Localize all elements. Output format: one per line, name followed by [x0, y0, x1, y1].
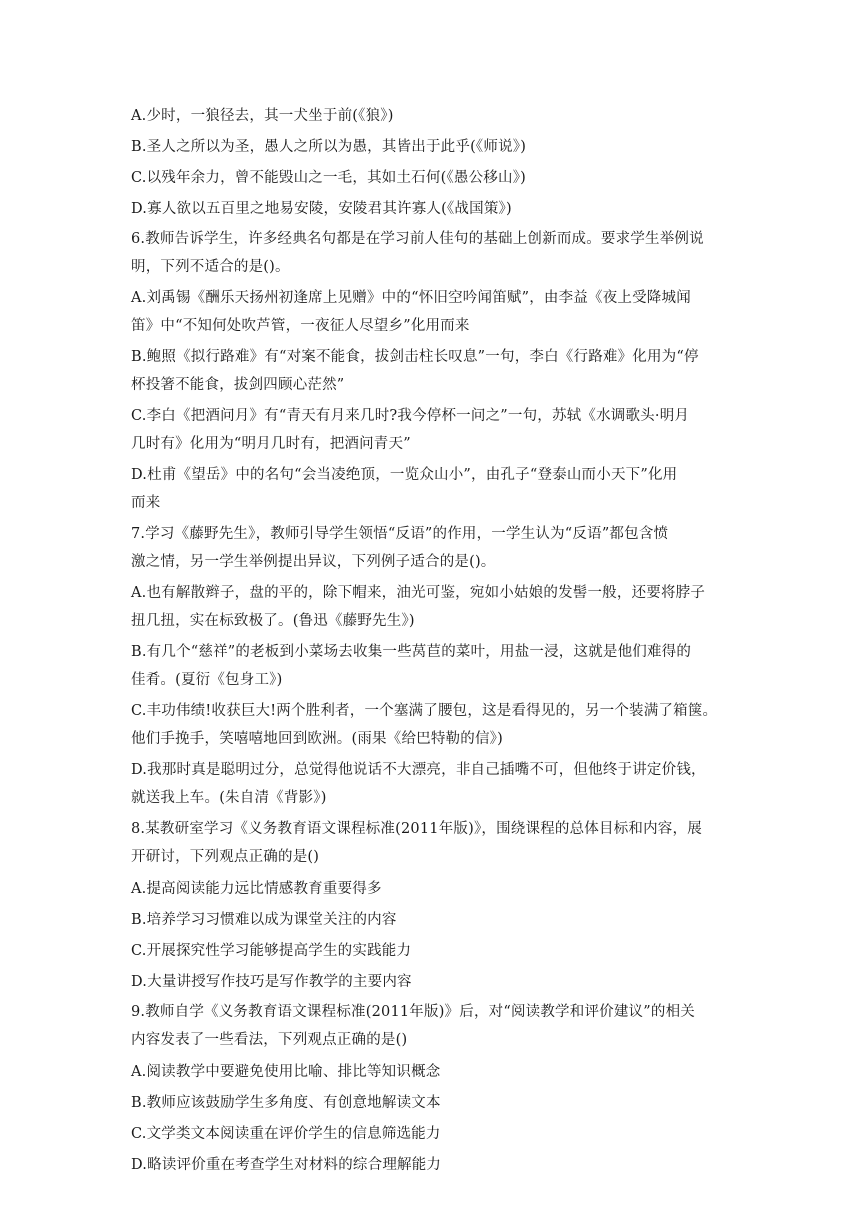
q6-option-b-line-2: 杯投箸不能食，拔剑四顾心茫然”: [131, 377, 345, 393]
q6-option-c-line-1: C.李白《把酒问月》有“青天有月来几时?我今停杯一问之”一句，苏轼《水调歌头·明月: [131, 408, 690, 424]
q7-option-d: [131, 756, 735, 812]
q9-stem-line-2: 内容发表了一些看法，下列观点正确的是(): [131, 1032, 408, 1048]
q9-option-c: [131, 1119, 735, 1150]
q7-stem: [131, 520, 735, 576]
q6-option-a-line-2: 笛》中“不知何处吹芦管，一夜征人尽望乡”化用而来: [131, 318, 470, 334]
q6-option-a-line-1: A.刘禹锡《酬乐天扬州初逢席上见赠》中的“怀旧空吟闻笛赋”，由李益《夜上受降城闻: [131, 290, 691, 306]
q8-option-a: [131, 874, 735, 905]
q9-option-a: [131, 1057, 735, 1088]
document-page: [131, 101, 735, 1181]
q5-option-a-line-1: A.少时，一狼径去，其一犬坐于前(《狼》): [131, 108, 394, 124]
q7-option-a-line-1: A.也有解散辫子，盘的平的，除下帽来，油光可鉴，宛如小姑娘的发髻一般，还要将脖子: [131, 585, 706, 601]
q7-option-a-line-2: 扭几扭，实在标致极了。(鲁迅《藤野先生》): [131, 613, 415, 629]
q7-option-a: [131, 579, 735, 635]
q5-option-c-line-1: C.以残年余力，曾不能毁山之一毛，其如土石何(《愚公移山》): [131, 170, 526, 186]
q9-option-b: [131, 1088, 735, 1119]
q8-option-a-line-1: A.提高阅读能力远比情感教育重要得多: [131, 881, 382, 897]
q5-option-c: [131, 163, 735, 194]
q7-stem-line-1: 7.学习《藤野先生》，教师引导学生领悟“反语”的作用，一学生认为“反语”都包含愤: [131, 526, 669, 542]
q5-option-b-line-1: B.圣人之所以为圣，愚人之所以为愚，其皆出于此乎(《师说》): [131, 139, 527, 155]
q7-option-d-line-2: 就送我上车。(朱自清《背影》): [131, 790, 327, 806]
q8-option-d: [131, 967, 735, 998]
q9-option-a-line-1: A.阅读教学中要避免使用比喻、排比等知识概念: [131, 1064, 441, 1080]
q8-option-c: [131, 936, 735, 967]
q9-option-d-line-1: D.略读评价重在考查学生对材料的综合理解能力: [131, 1157, 442, 1173]
q7-option-c: [131, 697, 735, 753]
q7-option-b-line-1: B.有几个“慈祥”的老板到小菜场去收集一些莴苣的菜叶，用盐一浸，这就是他们难得的: [131, 644, 692, 660]
q9-option-b-line-1: B.教师应该鼓励学生多角度、有创意地解读文本: [131, 1095, 441, 1111]
q6-option-a: [131, 284, 735, 340]
q8-stem: [131, 815, 735, 871]
q6-option-b: [131, 343, 735, 399]
q9-stem-line-1: 9.教师自学《义务教育语文课程标准(2011年版)》后，对“阅读教学和评价建议”的相关: [131, 1004, 695, 1020]
q7-option-c-line-2: 他们手挽手，笑嘻嘻地回到欧洲。(雨果《给巴特勒的信》): [131, 731, 503, 747]
q6-option-d: [131, 461, 735, 517]
q8-option-b-line-1: B.培养学习习惯难以成为课堂关注的内容: [131, 912, 397, 928]
q6-option-d-line-2: 而来: [131, 495, 161, 511]
q9-option-d: [131, 1150, 735, 1181]
q6-stem-line-2: 明，下列不适合的是()。: [131, 259, 290, 275]
q6-option-b-line-1: B.鲍照《拟行路难》有“对案不能食，拔剑击柱长叹息”一句，李白《行路难》化用为“停: [131, 349, 699, 365]
q8-option-d-line-1: D.大量讲授写作技巧是写作教学的主要内容: [131, 974, 412, 990]
q6-stem-line-1: 6.教师告诉学生，许多经典名句都是在学习前人佳句的基础上创新而成。要求学生举例说: [131, 231, 704, 247]
q6-option-c-line-2: 几时有》化用为“明月几时有，把酒问青天”: [131, 436, 411, 452]
q6-option-c: [131, 402, 735, 458]
q7-option-c-line-1: C.丰功伟绩!收获巨大!两个胜利者，一个塞满了腰包，这是看得见的，另一个装满了箱箧。: [131, 703, 718, 719]
q5-option-d: [131, 194, 735, 225]
q5-option-a: [131, 101, 735, 132]
q7-option-d-line-1: D.我那时真是聪明过分，总觉得他说话不大漂亮，非自己插嘴不可，但他终于讲定价钱，: [131, 762, 706, 778]
q5-option-d-line-1: D.寡人欲以五百里之地易安陵，安陵君其许寡人(《战国策》): [131, 201, 512, 217]
q9-option-c-line-1: C.文学类文本阅读重在评价学生的信息筛选能力: [131, 1126, 441, 1142]
q8-option-b: [131, 905, 735, 936]
q9-stem: [131, 998, 735, 1054]
q8-stem-line-2: 开研讨，下列观点正确的是(): [131, 849, 320, 865]
q6-option-d-line-1: D.杜甫《望岳》中的名句“会当凌绝顶，一览众山小”，由孔子“登泰山而小天下”化用: [131, 467, 678, 483]
q8-option-c-line-1: C.开展探究性学习能够提高学生的实践能力: [131, 943, 412, 959]
q7-stem-line-2: 激之情，另一学生举例提出异议，下列例子适合的是()。: [131, 554, 496, 570]
q8-stem-line-1: 8.某教研室学习《义务教育语文课程标准(2011年版)》，围绕课程的总体目标和内容，展: [131, 821, 702, 837]
q7-option-b: [131, 638, 735, 694]
q7-option-b-line-2: 佳肴。(夏衍《包身工》): [131, 672, 283, 688]
q6-stem: [131, 225, 735, 281]
q5-option-b: [131, 132, 735, 163]
